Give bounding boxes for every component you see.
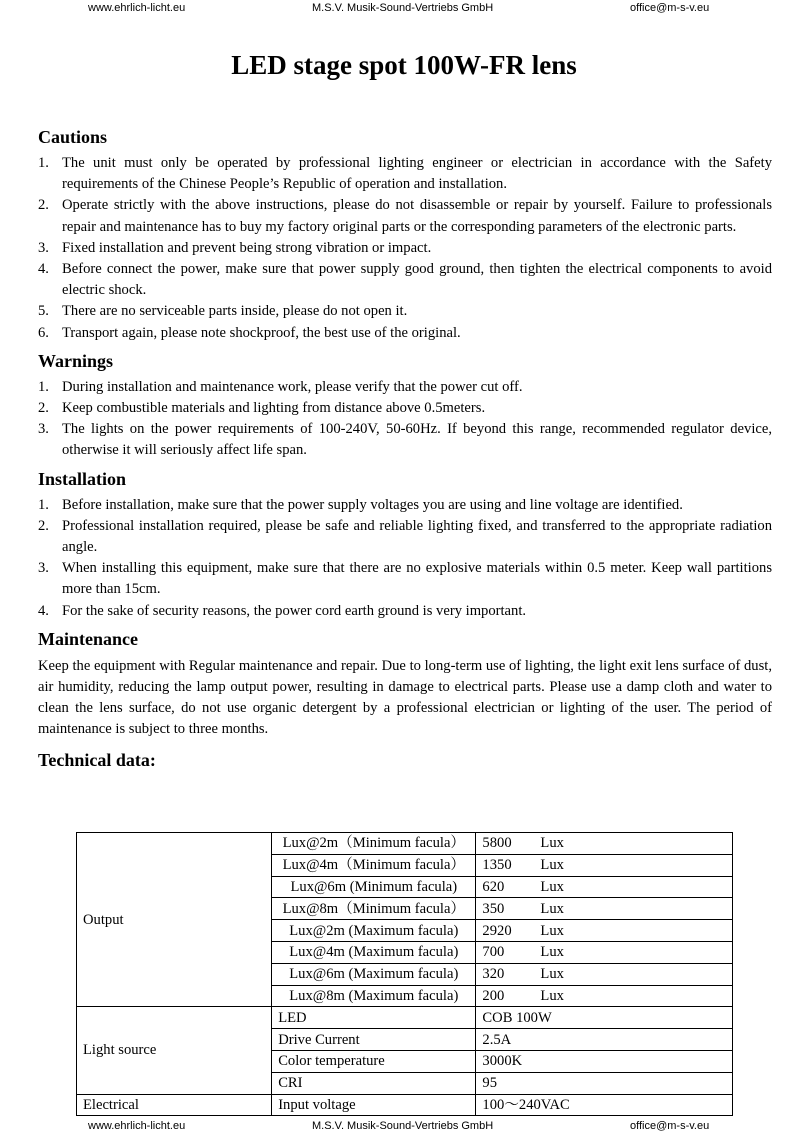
list-item: 6. Transport again, please note shockproof, the best use of the original. bbox=[38, 324, 461, 341]
footer-company: M.S.V. Musik-Sound-Vertriebs GmbH bbox=[312, 1120, 494, 1132]
table-cell-value: 350 Lux bbox=[476, 898, 733, 920]
list-item: 5. There are no serviceable parts inside, please do not open it. bbox=[38, 303, 408, 320]
warnings-list bbox=[38, 377, 772, 462]
table-cell-value: 3000K bbox=[476, 1050, 733, 1072]
header-email: office@m-s-v.eu bbox=[630, 2, 710, 14]
document-title: LED stage spot 100W-FR lens bbox=[231, 50, 577, 80]
electrical-group-label: Electrical bbox=[77, 1094, 272, 1116]
table-cell-label: Lux@8m (Maximum facula) bbox=[272, 985, 476, 1007]
table-cell-label: Lux@4m（Minimum facula） bbox=[272, 854, 476, 876]
list-item: 2. Professional installation required, please be safe and reliable lighting fixed, and transferred to the appropriate radiation angle. bbox=[38, 517, 772, 556]
table-cell-label: Lux@2m (Maximum facula) bbox=[272, 920, 476, 942]
table-cell-value: 620 Lux bbox=[476, 876, 733, 898]
list-item: 2. Operate strictly with the above instructions, please do not disassemble or repair by yourself. Failure to professionals repair and maintenance has to buy my factory original parts or the corresponding parameters of the electronic parts. bbox=[38, 197, 772, 235]
table-cell-label: Lux@2m（Minimum facula） bbox=[272, 833, 476, 855]
list-item: 3. The lights on the power requirements of 100-240V, 50-60Hz. If beyond this range, recommended regulator device, otherwise it will seriously affect life span. bbox=[38, 421, 772, 459]
table-row bbox=[77, 833, 733, 855]
table-cell-label: Input voltage bbox=[272, 1094, 476, 1116]
table-cell-label: Lux@6m (Minimum facula) bbox=[272, 876, 476, 898]
list-item: 3. When installing this equipment, make sure that there are no explosive materials within 0.5 meter. Keep wall partitions more than 15cm. bbox=[38, 560, 772, 598]
installation-section bbox=[38, 466, 772, 622]
header-website: www.ehrlich-licht.eu bbox=[88, 2, 186, 14]
technical-data-table bbox=[76, 832, 733, 1116]
list-item: 2. Keep combustible materials and lighting from distance above 0.5meters. bbox=[38, 400, 486, 417]
list-item: 4. For the sake of security reasons, the power cord earth ground is very important. bbox=[38, 602, 527, 619]
table-row bbox=[77, 1007, 733, 1029]
table-cell-value: 320 Lux bbox=[476, 963, 733, 985]
list-item: 1. The unit must only be operated by professional lighting engineer or electrician in accordance with the Safety requirements of the Chinese People’s Republic of operation and installation. bbox=[38, 155, 772, 193]
table-cell-value: 200 Lux bbox=[476, 985, 733, 1007]
list-item: 4. Before connect the power, make sure that power supply good ground, then tighten the electrical components to avoid electric shock. bbox=[38, 261, 772, 299]
cautions-section bbox=[38, 124, 772, 344]
page-footer bbox=[0, 1120, 808, 1136]
warnings-section bbox=[38, 348, 772, 462]
maintenance-text: Keep the equipment with Regular maintenance and repair. Due to long-term use of lighting, the light exit lens surface of dust, air humidity, reducing the lamp output power, resulting in damage to electrical parts. Please use a damp cloth and water to clean the lens surface, do not use organic detergent by a professional electrician or lighting of the user. The period of maintenance is subject to three months. bbox=[38, 657, 772, 738]
footer-website: www.ehrlich-licht.eu bbox=[88, 1120, 186, 1132]
table-cell-value: COB 100W bbox=[476, 1007, 733, 1029]
table-cell-value: 5800 Lux bbox=[476, 833, 733, 855]
cautions-heading: Cautions bbox=[38, 127, 108, 147]
table-cell-label: Lux@8m（Minimum facula） bbox=[272, 898, 476, 920]
table-cell-label: LED bbox=[272, 1007, 476, 1029]
table-cell-value: 2.5A bbox=[476, 1029, 733, 1051]
table-cell-label: Lux@6m (Maximum facula) bbox=[272, 963, 476, 985]
table-cell-value: 2920 Lux bbox=[476, 920, 733, 942]
table-cell-value: 100～240VAC bbox=[476, 1094, 733, 1116]
table-cell-value: 1350 Lux bbox=[476, 854, 733, 876]
light-source-group-label: Light source bbox=[77, 1007, 272, 1094]
maintenance-heading: Maintenance bbox=[38, 628, 138, 649]
output-group-label: Output bbox=[77, 833, 272, 1007]
cautions-list bbox=[38, 153, 772, 344]
installation-list bbox=[38, 495, 772, 622]
table-cell-value: 700 Lux bbox=[476, 941, 733, 963]
header-company: M.S.V. Musik-Sound-Vertriebs GmbH bbox=[312, 2, 494, 14]
warnings-heading: Warnings bbox=[38, 350, 114, 371]
maintenance-section bbox=[38, 626, 772, 741]
document-body bbox=[38, 124, 772, 773]
table-cell-value: 95 bbox=[476, 1072, 733, 1094]
technical-data-heading: Technical data: bbox=[38, 749, 156, 770]
list-item: 1. During installation and maintenance work, please verify that the power cut off. bbox=[38, 378, 523, 395]
table-cell-label: Color temperature bbox=[272, 1050, 476, 1072]
table-cell-label: CRI bbox=[272, 1072, 476, 1094]
list-item: 1. Before installation, make sure that the power supply voltages you are using and line voltage are identified. bbox=[38, 496, 683, 513]
footer-email: office@m-s-v.eu bbox=[630, 1120, 710, 1132]
table-row bbox=[77, 1094, 733, 1116]
table-cell-label: Lux@4m (Maximum facula) bbox=[272, 941, 476, 963]
list-item: 3. Fixed installation and prevent being strong vibration or impact. bbox=[38, 239, 432, 256]
table-cell-label: Drive Current bbox=[272, 1029, 476, 1051]
installation-heading: Installation bbox=[38, 468, 127, 489]
page-header bbox=[0, 2, 808, 18]
